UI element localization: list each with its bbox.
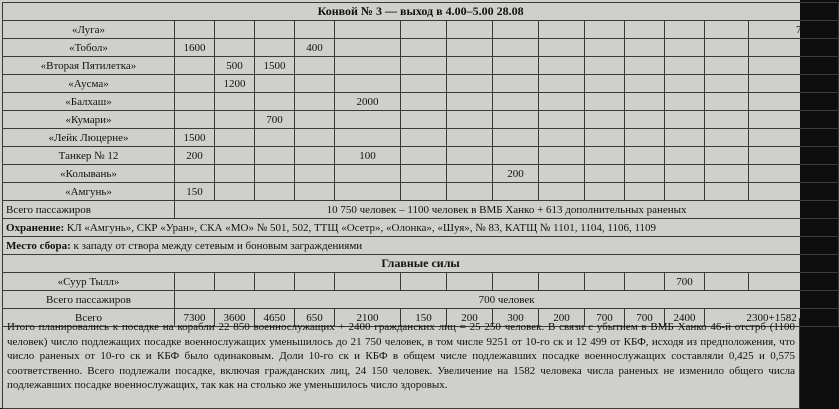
table-row — [3, 165, 839, 183]
passenger-cell — [335, 165, 401, 183]
passenger-cell — [539, 75, 585, 93]
passenger-cell — [749, 75, 839, 93]
grand-total-label: Всего — [3, 309, 175, 327]
passenger-cell — [705, 57, 749, 75]
passenger-cell — [335, 21, 401, 39]
grand-total-cell: 200 — [447, 309, 493, 327]
passenger-cell — [749, 273, 839, 291]
passenger-cell: 200 — [175, 147, 215, 165]
passenger-cell — [447, 39, 493, 57]
table-row — [3, 129, 839, 147]
passenger-cell — [215, 183, 255, 201]
passenger-cell — [705, 93, 749, 111]
passenger-cell — [539, 57, 585, 75]
passenger-cell — [215, 21, 255, 39]
table-row — [3, 201, 839, 219]
table-row — [3, 57, 839, 75]
table-row — [3, 75, 839, 93]
passenger-cell — [295, 21, 335, 39]
passenger-cell — [665, 39, 705, 57]
passenger-cell — [335, 75, 401, 93]
passenger-cell — [749, 165, 839, 183]
passenger-cell — [625, 75, 665, 93]
passenger-cell — [295, 93, 335, 111]
grand-total-cell: 2100 — [335, 309, 401, 327]
grand-total-cell: 650 — [295, 309, 335, 327]
passenger-cell: 1600 — [175, 39, 215, 57]
passenger-cell — [539, 183, 585, 201]
table-row — [3, 273, 839, 291]
total-passengers-label: Всего пассажиров — [3, 201, 175, 219]
passenger-cell — [539, 39, 585, 57]
ship-name: «Суур Тылл» — [3, 273, 175, 291]
passenger-cell — [255, 21, 295, 39]
passenger-cell — [493, 129, 539, 147]
passenger-cell — [625, 183, 665, 201]
passenger-cell — [493, 93, 539, 111]
table-row — [3, 255, 839, 273]
ship-name: «Луга» — [3, 21, 175, 39]
grand-total-cell: 300 — [493, 309, 539, 327]
passenger-cell — [295, 129, 335, 147]
passenger-cell — [705, 129, 749, 147]
passenger-cell — [401, 75, 447, 93]
grand-total-cell: 150 — [401, 309, 447, 327]
passenger-cell — [295, 273, 335, 291]
passenger-cell — [749, 147, 839, 165]
passenger-cell — [447, 111, 493, 129]
grand-total-cell: 700 — [625, 309, 665, 327]
grand-total-cell: 3600 — [215, 309, 255, 327]
passenger-cell — [705, 39, 749, 57]
passenger-cell — [705, 75, 749, 93]
assembly-label: Место сбора: — [6, 239, 71, 252]
passenger-cell — [585, 75, 625, 93]
passenger-cell: 2000 — [335, 93, 401, 111]
guard-text: КЛ «Амгунь», СКР «Уран», СКА «МО» № 501, 502, ТТЩ «Осетр», «Олонка», «Шуя», № 83, КАТЩ № 1101, 1104, 1106, 1109 — [64, 221, 657, 234]
passenger-cell — [585, 273, 625, 291]
passenger-cell — [539, 21, 585, 39]
passenger-cell — [493, 75, 539, 93]
passenger-cell — [295, 165, 335, 183]
passenger-cell — [401, 273, 447, 291]
total-passengers-value: 10 750 человек – 1100 человек в ВМБ Ханко + 613 дополнительных раненых — [175, 201, 839, 219]
passenger-cell: 1500 — [175, 129, 215, 147]
ship-name: «Колывань» — [3, 165, 175, 183]
passenger-cell — [665, 93, 705, 111]
passenger-cell — [625, 111, 665, 129]
passenger-cell — [215, 129, 255, 147]
passenger-cell — [447, 147, 493, 165]
passenger-cell — [401, 165, 447, 183]
passenger-cell — [585, 57, 625, 75]
passenger-cell — [335, 273, 401, 291]
passenger-cell — [335, 39, 401, 57]
grand-total-cell: 2400 — [665, 309, 705, 327]
passenger-cell — [665, 129, 705, 147]
passenger-cell — [401, 39, 447, 57]
passenger-cell — [493, 57, 539, 75]
main-forces-title: Главные силы — [3, 255, 839, 273]
passenger-cell — [539, 165, 585, 183]
passenger-cell — [215, 273, 255, 291]
passenger-cell — [665, 75, 705, 93]
passenger-cell — [447, 129, 493, 147]
passenger-cell — [295, 111, 335, 129]
passenger-cell — [585, 129, 625, 147]
passenger-cell — [705, 183, 749, 201]
passenger-cell — [447, 75, 493, 93]
passenger-cell — [215, 39, 255, 57]
table-row — [3, 21, 839, 39]
passenger-cell — [749, 111, 839, 129]
passenger-cell — [665, 111, 705, 129]
passenger-cell — [493, 39, 539, 57]
passenger-cell — [625, 165, 665, 183]
passenger-cell — [585, 93, 625, 111]
ship-name: «Амгунь» — [3, 183, 175, 201]
passenger-cell — [665, 183, 705, 201]
grand-total-cell: 4650 — [255, 309, 295, 327]
passenger-cell — [401, 129, 447, 147]
passenger-cell — [255, 273, 295, 291]
passenger-cell — [665, 165, 705, 183]
passenger-cell — [447, 273, 493, 291]
passenger-cell — [585, 183, 625, 201]
passenger-cell — [539, 111, 585, 129]
passenger-cell — [401, 111, 447, 129]
passenger-cell — [493, 273, 539, 291]
passenger-cell — [625, 57, 665, 75]
passenger-cell: 1500 — [255, 57, 295, 75]
guard-row — [3, 219, 839, 237]
passenger-cell — [255, 183, 295, 201]
ship-name: «Аусма» — [3, 75, 175, 93]
table-row — [3, 39, 839, 57]
passenger-cell — [255, 165, 295, 183]
passenger-cell — [447, 165, 493, 183]
passenger-cell: +87 — [749, 93, 839, 111]
passenger-cell — [215, 93, 255, 111]
passenger-cell — [625, 129, 665, 147]
passenger-cell — [335, 183, 401, 201]
ship-name: Танкер № 12 — [3, 147, 175, 165]
assembly-text: к западу от створа между сетевым и боновым заграждениями — [70, 239, 363, 252]
grand-total-cell: 7300 — [175, 309, 215, 327]
passenger-cell — [539, 129, 585, 147]
passenger-cell — [401, 21, 447, 39]
ship-name: «Балхаш» — [3, 93, 175, 111]
table-row — [3, 219, 839, 237]
passenger-cell — [625, 273, 665, 291]
passenger-cell — [493, 111, 539, 129]
passenger-cell — [493, 21, 539, 39]
passenger-cell — [585, 165, 625, 183]
passenger-cell: 1200 — [215, 75, 255, 93]
grand-total-cell: 200 — [539, 309, 585, 327]
passenger-cell: 200 — [493, 165, 539, 183]
passenger-cell — [625, 21, 665, 39]
passenger-cell — [539, 93, 585, 111]
passenger-cell: 400 — [295, 39, 335, 57]
ship-name: «Кумари» — [3, 111, 175, 129]
passenger-cell — [335, 129, 401, 147]
main-passengers-value: 700 человек — [175, 291, 839, 309]
passenger-cell — [749, 129, 839, 147]
passenger-cell: 500 — [215, 57, 255, 75]
grand-total-cell: 700 — [585, 309, 625, 327]
passenger-cell — [255, 39, 295, 57]
passenger-cell — [447, 21, 493, 39]
passenger-cell — [665, 21, 705, 39]
passenger-cell — [749, 183, 839, 201]
passenger-cell — [705, 165, 749, 183]
passenger-cell — [705, 273, 749, 291]
guard-label: Охранение: — [6, 221, 65, 234]
passenger-cell: 700 — [665, 273, 705, 291]
passenger-cell — [255, 93, 295, 111]
passenger-cell — [401, 57, 447, 75]
passenger-cell: 700+526 — [749, 21, 839, 39]
footnote-paragraph: Итого планировались к посадке на корабли 22 850 военнослужащих + 2400 гражданских лиц = 25 250 человек. В связи с убытием в ВМБ Ханко 46-й отстрб (1100 человек) число подлежащих посадке военнослужащих уменьшилось до 21 750 человек, в том числе 9251 от 10-го ск и 12 499 от КБФ, исходя из предположения, что число раненых от 10-го ск и КБФ было одинаковым. Доли 10-го ск и КБФ в общем числе подлежавших посадке военнослужащих составляли 0,425 и 0,575 соответственно. Всего подлежали посадке, включая гражданских лиц, 24 150 человек. Увеличение на 1582 человека числа раненых не изменило общего числа подлежавших посадке военнослужащих, так как на столько же уменьшилось число здоровых. — [2, 318, 800, 409]
passenger-cell — [175, 57, 215, 75]
table-row — [3, 147, 839, 165]
passenger-cell — [447, 183, 493, 201]
passenger-cell — [665, 147, 705, 165]
evacuation-table — [2, 2, 839, 327]
passenger-cell — [335, 57, 401, 75]
passenger-cell — [749, 57, 839, 75]
passenger-cell: 150 — [175, 183, 215, 201]
passenger-cell — [175, 111, 215, 129]
passenger-cell — [585, 147, 625, 165]
table-row — [3, 111, 839, 129]
passenger-cell — [585, 39, 625, 57]
passenger-cell — [493, 147, 539, 165]
passenger-cell — [335, 111, 401, 129]
passenger-cell — [447, 57, 493, 75]
passenger-cell — [585, 111, 625, 129]
passenger-cell — [401, 147, 447, 165]
grand-total-cell: 2300+1582 — [705, 309, 839, 327]
ship-name: «Вторая Пятилетка» — [3, 57, 175, 75]
table-row — [3, 291, 839, 309]
passenger-cell — [295, 147, 335, 165]
passenger-cell — [175, 273, 215, 291]
passenger-cell — [175, 165, 215, 183]
passenger-cell — [665, 57, 705, 75]
passenger-cell — [625, 93, 665, 111]
passenger-cell — [625, 147, 665, 165]
passenger-cell — [175, 93, 215, 111]
passenger-cell — [295, 183, 335, 201]
passenger-cell — [255, 75, 295, 93]
passenger-cell: 100 — [335, 147, 401, 165]
passenger-cell — [401, 183, 447, 201]
passenger-cell — [447, 93, 493, 111]
table-row — [3, 183, 839, 201]
passenger-cell — [705, 111, 749, 129]
table-row — [3, 93, 839, 111]
passenger-cell — [175, 21, 215, 39]
passenger-cell — [585, 21, 625, 39]
passenger-cell — [215, 147, 255, 165]
table-row — [3, 237, 839, 255]
passenger-cell — [749, 39, 839, 57]
main-passengers-label: Всего пассажиров — [3, 291, 175, 309]
passenger-cell — [255, 147, 295, 165]
assembly-row — [3, 237, 839, 255]
passenger-cell — [625, 39, 665, 57]
passenger-cell — [705, 147, 749, 165]
passenger-cell — [215, 165, 255, 183]
ship-name: «Лейк Люцерне» — [3, 129, 175, 147]
passenger-cell — [705, 21, 749, 39]
convoy-title: Конвой № 3 — выход в 4.00–5.00 28.08 — [3, 3, 839, 21]
passenger-cell — [539, 147, 585, 165]
passenger-cell — [215, 111, 255, 129]
passenger-cell — [175, 75, 215, 93]
passenger-cell — [401, 93, 447, 111]
passenger-cell — [539, 273, 585, 291]
passenger-cell: 700 — [255, 111, 295, 129]
passenger-cell — [255, 129, 295, 147]
passenger-cell — [493, 183, 539, 201]
passenger-cell — [295, 75, 335, 93]
ship-name: «Тобол» — [3, 39, 175, 57]
passenger-cell — [295, 57, 335, 75]
